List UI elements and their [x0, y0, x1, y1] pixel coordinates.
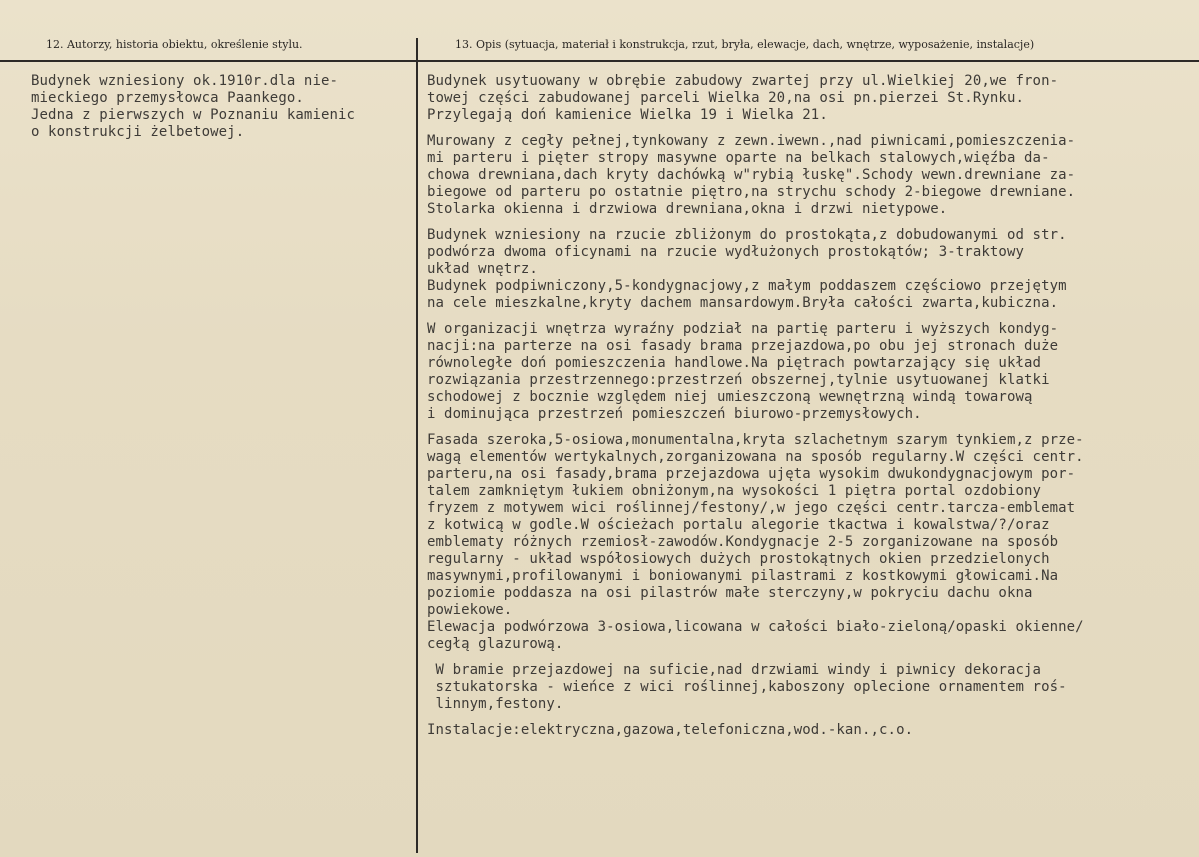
paragraph-courtyard-elevation: [427, 619, 1197, 653]
text-line: masywnymi,profilowanymi i boniowanymi pilastrami z kostkowymi głowicami.Na: [427, 568, 1059, 584]
text-line: Murowany z cegły pełnej,tynkowany z zewn.iwewn.,nad piwnicami,pomieszczenia-: [427, 133, 1076, 149]
text-line: nacji:na parterze na osi fasady brama przejazdowa,po obu jej stronach duże: [427, 338, 1059, 354]
text-line: mi parteru i pięter stropy masywne oparte na belkach stalowych,więźba da-: [427, 150, 1050, 166]
text-line: Elewacja podwórzowa 3-osiowa,licowana w całości biało-zieloną/opaski okienne/: [427, 619, 1084, 635]
text-line: układ wnętrz.: [427, 261, 538, 277]
text-line: W organizacji wnętrza wyraźny podział na partię parteru i wyższych kondyg-: [427, 321, 1059, 337]
text-line: sztukatorska - wieńce z wici roślinnej,kaboszony oplecione ornamentem roś-: [427, 679, 1067, 695]
text-line: na cele mieszkalne,kryty dachem mansardowym.Bryła całości zwarta,kubiczna.: [427, 295, 1059, 311]
header-rule: [0, 60, 1199, 62]
text-line: parteru,na osi fasady,brama przejazdowa ujęta wysokim dwukondygnacjowym por-: [427, 466, 1076, 482]
heading-description: 13. Opis (sytuacja, materiał i konstrukcja, rzut, bryła, elewacje, dach, wnętrze, wyposażenie, instalacje): [455, 38, 1035, 51]
paragraph-massing: [427, 278, 1197, 312]
paragraph-interior: [427, 321, 1197, 423]
paragraph-decoration: [427, 662, 1197, 713]
text-line: fryzem z motywem wici roślinnej/festony/,w jego części centr.tarcza-emblemat: [427, 500, 1076, 516]
text-line: rozwiązania przestrzennego:przestrzeń obszernej,tylnie usytuowanej klatki: [427, 372, 1050, 388]
text-line: równoległe doń pomieszczenia handlowe.Na piętrach powtarzający się układ: [427, 355, 1042, 371]
text-line: Przylegają doń kamienice Wielka 19 i Wielka 21.: [427, 107, 828, 123]
text-line: powiekowe.: [427, 602, 513, 618]
text-line: o konstrukcji żelbetowej.: [31, 124, 245, 140]
text-line: regularny - układ współosiowych dużych prostokątnych okien przedzielonych: [427, 551, 1050, 567]
text-line: i dominująca przestrzeń pomieszczeń biurowo-przemysłowych.: [427, 406, 922, 422]
text-line: z kotwicą w godle.W ościeżach portalu alegorie tkactwa i kowalstwa/?/oraz: [427, 517, 1050, 533]
text-line: emblematy różnych rzemiosł-zawodów.Kondygnacje 2-5 zorganizowane na sposób: [427, 534, 1059, 550]
text-line: talem zamkniętym łukiem obniżonym,na wysokości 1 piętra portal ozdobiony: [427, 483, 1042, 499]
text-line: Budynek wzniesiony ok.1910r.dla nie-: [31, 73, 339, 89]
text-line: Fasada szeroka,5-osiowa,monumentalna,kryta szlachetnym szarym tynkiem,z prze-: [427, 432, 1084, 448]
paragraph-installations: [427, 722, 1197, 739]
text-line: Budynek wzniesiony na rzucie zbliżonym do prostokąta,z dobudowanymi od str.: [427, 227, 1067, 243]
right-column-text: [427, 73, 1197, 748]
heading-authors-history: 12. Autorzy, historia obiektu, określenie stylu.: [46, 38, 303, 51]
text-line: mieckiego przemysłowca Paankego.: [31, 90, 304, 106]
text-line: schodowej z bocznie względem niej umieszczoną wewnętrzną windą towarową: [427, 389, 1033, 405]
paragraph-location: [427, 73, 1197, 124]
text-line: wagą elementów wertykalnych,zorganizowana na sposób regularny.W części centr.: [427, 449, 1084, 465]
text-line: Instalacje:elektryczna,gazowa,telefoniczna,wod.-kan.,c.o.: [427, 722, 914, 738]
text-line: Stolarka okienna i drzwiowa drewniana,okna i drzwi nietypowe.: [427, 201, 948, 217]
text-line: Budynek podpiwniczony,5-kondygnacjowy,z małym poddaszem częściowo przejętym: [427, 278, 1067, 294]
paragraph-plan: [427, 227, 1197, 278]
text-line: podwórza dwoma oficynami na rzucie wydłużonych prostokątów; 3-traktowy: [427, 244, 1025, 260]
column-divider: [416, 38, 418, 853]
text-line: Budynek usytuowany w obrębie zabudowy zwartej przy ul.Wielkiej 20,we fron-: [427, 73, 1059, 89]
text-line: poziomie poddasza na osi pilastrów małe sterczyny,w pokryciu dachu okna: [427, 585, 1033, 601]
text-line: cegłą glazurową.: [427, 636, 564, 652]
left-column-text: [31, 73, 411, 141]
text-line: Jedna z pierwszych w Poznaniu kamienic: [31, 107, 356, 123]
paragraph-facade: [427, 432, 1197, 619]
text-line: chowa drewniana,dach kryty dachówką w"rybią łuskę".Schody wewn.drewniane za-: [427, 167, 1076, 183]
paragraph-construction: [427, 133, 1197, 218]
text-line: linnym,festony.: [427, 696, 564, 712]
text-line: towej części zabudowanej parceli Wielka 20,na osi pn.pierzei St.Rynku.: [427, 90, 1025, 106]
text-line: W bramie przejazdowej na suficie,nad drzwiami windy i piwnicy dekoracja: [427, 662, 1042, 678]
text-line: biegowe od parteru po ostatnie piętro,na strychu schody 2-biegowe drewniane.: [427, 184, 1076, 200]
